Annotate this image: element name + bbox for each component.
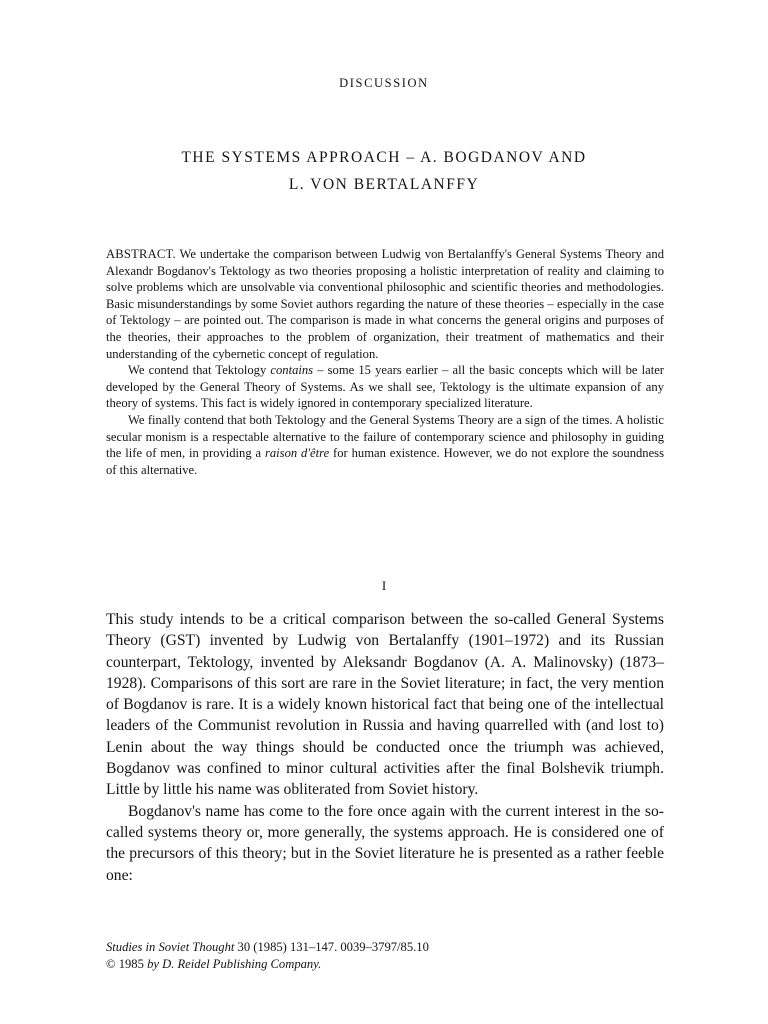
abstract-text-1: We undertake the comparison between Ludwig von Bertalanffy's General Systems Theory and Alexandr Bogdanov's Tektology as two theories proposing a holistic interpretation of reality and claiming to solve problems which are unsolvable via conventional philosophic and scientific theories and methodologies. Basic misunderstandings by some Soviet authors regarding the nature of these theories – especially in the case of Tektology – are pointed out. The comparison is made in what concerns the general origins and purposes of the theories, their approaches to the problem of organization, their treatment of mathematics and their understanding of the cybernetic concept of regulation. xyxy=(106,247,664,361)
citation-line xyxy=(106,939,664,956)
abstract-text-2a: We contend that Tektology xyxy=(128,363,271,378)
body-paragraph-2: Bogdanov's name has come to the fore once again with the current interest in the so-called systems theory or, more generally, the systems approach. He is considered one of the precursors of this theory; but in the Soviet literature he is presented as a rather feeble one: xyxy=(106,802,664,884)
body-paragraph-1: This study intends to be a critical comparison between the so-called General Systems Theory (GST) invented by Ludwig von Bertalanffy (1901–1972) and its Russian counterpart, Tektology, invented by Aleksandr Bogdanov (A. A. Malinovsky) (1873–1928). Comparisons of this sort are rare in the Soviet literature; in fact, the very mention of Bogdanov is rare. It is a widely known historical fact that being one of the intellectual leaders of the Communist revolution in Russia and having quarrelled with (and lost to) Lenin about the way things should be conducted once the triumph was achieved, Bogdanov was confined to minor cultural activities after the final Bolshevik triumph. Little by little his name was obliterated from Soviet history. xyxy=(106,611,664,799)
journal-name: Studies in Soviet Thought xyxy=(106,940,235,954)
abstract-text-2b: – some 15 years earlier – all the basic concepts which will be later developed by the General Theory of Systems. As we shall see, Tektology is the ultimate expansion of any theory of systems. This fact is widely ignored in contemporary specialized literature. xyxy=(106,363,664,411)
abstract-paragraph-1 xyxy=(106,246,664,362)
page-footer xyxy=(106,939,664,972)
abstract xyxy=(106,246,664,478)
abstract-text-3a: We finally contend that both Tektology and the General Systems Theory are a sign of the times. A holistic secular monism is a respectable alternative to the failure of contemporary science and philosophy in guiding the life of men, in providing a xyxy=(106,412,664,461)
section-number: I xyxy=(381,578,387,593)
title-line-2: L. VON BERTALANFFY xyxy=(288,176,480,193)
abstract-label: ABSTRACT. xyxy=(106,247,176,261)
section-heading: DISCUSSION xyxy=(339,76,429,90)
abstract-paragraph-2 xyxy=(106,362,664,412)
abstract-emphasis-contains: contains xyxy=(270,363,314,378)
abstract-emphasis-raison: raison d'être xyxy=(264,446,330,461)
abstract-text-3b: for human existence. However, we do not explore the soundness of this alternative. xyxy=(106,446,664,477)
copyright-symbol-year: © 1985 xyxy=(106,956,148,971)
title-line-1: THE SYSTEMS APPROACH – A. BOGDANOV AND xyxy=(181,149,587,166)
copyright-line xyxy=(106,956,664,973)
publisher-name: by D. Reidel Publishing Company. xyxy=(147,956,322,971)
article-title xyxy=(0,144,768,198)
abstract-paragraph-3 xyxy=(106,412,664,478)
citation-details: 30 (1985) 131–147. 0039–3797/85.10 xyxy=(234,940,429,954)
body-text xyxy=(106,609,664,886)
